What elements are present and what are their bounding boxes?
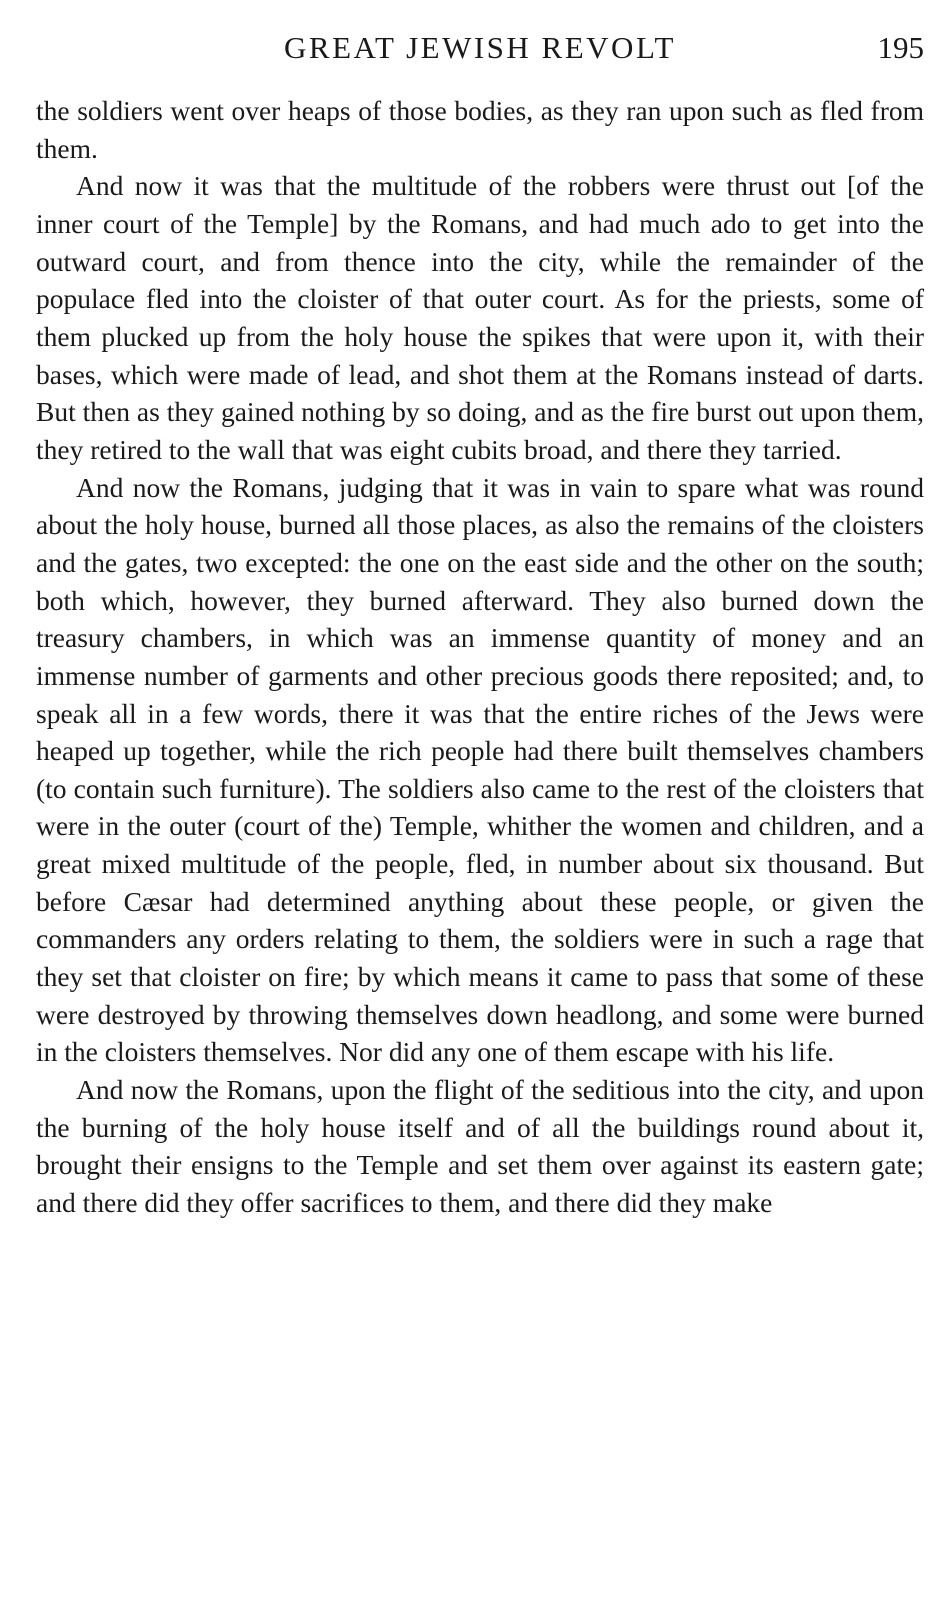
body-text (36, 92, 924, 1222)
paragraph-romans-burned-places: And now the Romans, judging that it was in vain to spare what was round about the holy house, burned all those places, as also the remains of the cloisters and the gates, two excepted: the one on the east side and the other on the south; both which, however, they burned afterward. They also burned down the treasury chambers, in which was an immense quantity of money and an immense number of garments and other precious goods there reposited; and, to speak all in a few words, there it was that the entire riches of the Jews were heaped up together, while the rich people had there built themselves chambers (to contain such furniture). The soldiers also came to the rest of the cloisters that were in the outer (court of the) Temple, whither the women and children, and a great mixed multitude of the people, fled, in number about six thousand. But before Cæsar had determined anything about these people, or given the commanders any orders relating to them, the soldiers were in such a rage that they set that cloister on fire; by which means it came to pass that some of these were destroyed by throwing themselves down headlong, and some were burned in the cloisters themselves. Nor did any one of them escape with his life. (36, 471, 924, 1068)
paragraph-ensigns-brought: And now the Romans, upon the flight of the seditious into the city, and upon the burning of the holy house itself and of all the buildings round about it, brought their ensigns to the Temple and set them over against its eastern gate; and there did they offer sacrifices to them, and there did they make (36, 1074, 924, 1219)
page-number: 195 (877, 30, 924, 65)
paragraph-robbers-thrust-out: And now it was that the multitude of the robbers were thrust out [of the inner court of the Temple] by the Romans, and had much ado to get into the outward court, and from thence into the city, while the remainder of the populace fled into the cloister of that outer court. As for the priests, some of them plucked up from the holy house the spikes that were upon it, with their bases, which were made of lead, and shot them at the Romans instead of darts. But then as they gained nothing by so doing, and as the fire burst out upon them, they retired to the wall that was eight cubits broad, and there they tarried. (36, 170, 924, 465)
running-title: GREAT JEWISH REVOLT (284, 30, 676, 65)
paragraph-continuation: the soldiers went over heaps of those bodies, as they ran upon such as fled from them. (36, 95, 924, 164)
running-head (36, 26, 924, 70)
